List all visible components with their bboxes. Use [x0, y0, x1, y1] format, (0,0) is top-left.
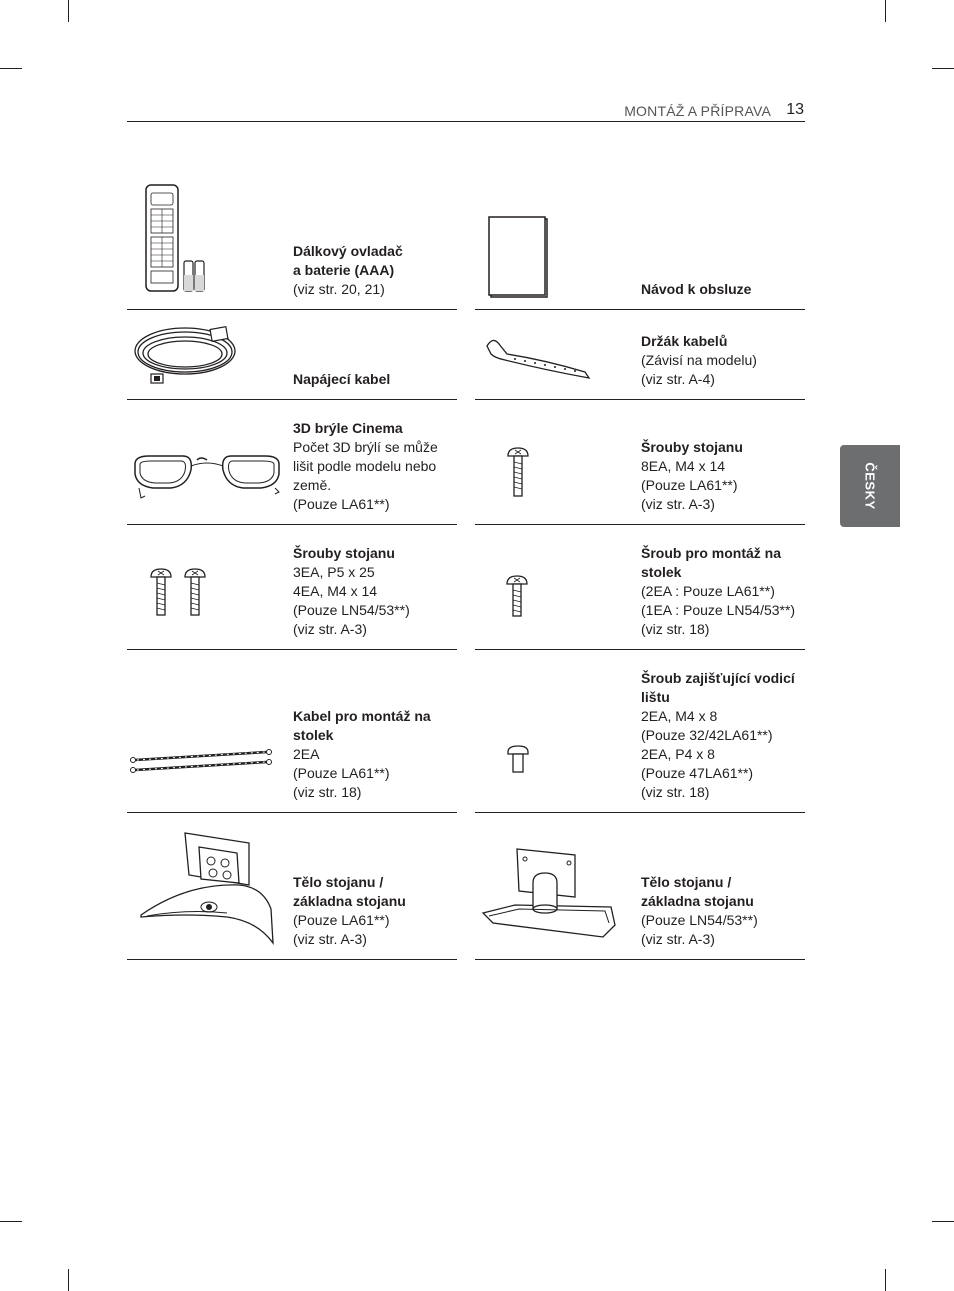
accessory-detail: (Pouze LN54/53**): [641, 912, 758, 928]
crop-mark: [885, 0, 886, 22]
short-bolt-icon: [475, 650, 635, 812]
accessory-detail: (Pouze LA61**): [293, 765, 390, 781]
manual-booklet-icon: [475, 175, 635, 309]
accessory-name: 3D brýle Cinema: [293, 420, 403, 436]
accessory-item: [127, 400, 457, 525]
accessory-detail: (viz str. A-3): [293, 931, 367, 947]
accessory-detail: země.: [293, 477, 332, 493]
accessory-description: [641, 669, 801, 802]
desk-mount-cables-icon: [127, 650, 287, 812]
crop-mark: [68, 1269, 69, 1291]
accessory-detail: 2EA, M4 x 8: [641, 708, 718, 724]
accessory-description: [641, 332, 801, 389]
crop-mark: [0, 68, 22, 69]
accessory-item: [475, 650, 805, 813]
accessory-name: Šroub zajišťující vodicí: [641, 670, 795, 686]
crop-mark: [885, 1269, 886, 1291]
accessory-detail: 2EA: [293, 746, 320, 762]
accessory-name: Napájecí kabel: [293, 371, 391, 387]
3d-glasses-icon: [127, 400, 287, 524]
accessory-item: [475, 813, 805, 960]
page-number: 13: [786, 101, 804, 118]
accessory-description: [293, 873, 453, 949]
crop-mark: [932, 1221, 954, 1222]
accessory-name: lištu: [641, 689, 670, 705]
accessory-detail: 2EA, P4 x 8: [641, 746, 715, 762]
crop-mark: [68, 0, 69, 22]
accessory-item: [127, 650, 457, 813]
accessory-detail: (1EA : Pouze LN54/53**): [641, 602, 796, 618]
accessory-description: [641, 544, 801, 639]
accessory-detail: (viz str. 20, 21): [293, 281, 385, 297]
accessory-detail: (2EA : Pouze LA61**): [641, 583, 775, 599]
accessory-description: [293, 544, 453, 639]
accessory-name: stolek: [293, 727, 334, 743]
accessory-item: [127, 310, 457, 400]
section-title: MONTÁŽ A PŘÍPRAVA: [624, 103, 771, 119]
accessory-detail: (Pouze 47LA61**): [641, 765, 754, 781]
accessory-name: stolek: [641, 564, 682, 580]
accessory-name: Dálkový ovladač: [293, 243, 403, 259]
language-tab: [840, 445, 900, 527]
language-tab-label: ČESKY: [862, 462, 878, 510]
stand-curved-icon: [127, 813, 287, 959]
accessory-description: [293, 370, 453, 389]
accessory-name: Kabel pro montáž na: [293, 708, 431, 724]
accessory-description: [293, 419, 453, 514]
accessory-item: [475, 400, 805, 525]
accessory-detail: (Pouze LA61**): [293, 496, 390, 512]
accessory-detail: (viz str. A-3): [293, 621, 367, 637]
two-screws-icon: [127, 525, 287, 649]
accessory-detail: 4EA, M4 x 14: [293, 583, 378, 599]
crop-mark: [0, 1221, 22, 1222]
accessory-detail: Počet 3D brýlí se může: [293, 439, 438, 455]
accessory-detail: (viz str. A-3): [641, 496, 715, 512]
accessory-detail: (Závisí na modelu): [641, 352, 757, 368]
accessory-name: Držák kabelů: [641, 333, 728, 349]
header-divider: [127, 121, 805, 122]
accessory-detail: lišit podle modelu nebo: [293, 458, 437, 474]
accessory-detail: (viz str. 18): [293, 784, 362, 800]
accessory-detail: (Pouze LN54/53**): [293, 602, 410, 618]
screw-small-icon: [475, 525, 635, 649]
accessory-detail: (Pouze LA61**): [641, 477, 738, 493]
accessory-item: [475, 525, 805, 650]
stand-flat-icon: [475, 813, 635, 959]
accessory-name: Šrouby stojanu: [641, 439, 743, 455]
screw-icon: [475, 400, 635, 524]
accessory-item: [475, 175, 805, 310]
accessory-detail: 3EA, P5 x 25: [293, 564, 375, 580]
accessory-name: základna stojanu: [293, 893, 406, 909]
cable-holder-icon: [475, 310, 635, 399]
accessory-item: [475, 310, 805, 400]
crop-mark: [932, 68, 954, 69]
accessory-description: [641, 280, 801, 299]
accessory-detail: (viz str. 18): [641, 784, 710, 800]
accessory-name: základna stojanu: [641, 893, 754, 909]
accessory-item: [127, 813, 457, 960]
accessory-name: Tělo stojanu /: [293, 874, 384, 890]
accessory-description: [641, 873, 801, 949]
accessory-detail: (Pouze 32/42LA61**): [641, 727, 773, 743]
accessory-name: Šroub pro montáž na: [641, 545, 781, 561]
power-cord-icon: [127, 310, 287, 399]
accessory-name: Šrouby stojanu: [293, 545, 395, 561]
accessory-name: Tělo stojanu /: [641, 874, 732, 890]
accessory-name: Návod k obsluze: [641, 281, 752, 297]
accessory-detail: (viz str. A-3): [641, 931, 715, 947]
accessory-detail: 8EA, M4 x 14: [641, 458, 726, 474]
accessory-description: [293, 707, 453, 802]
accessory-item: [127, 525, 457, 650]
accessory-item: [127, 175, 457, 310]
remote-and-batteries-icon: [127, 175, 287, 309]
accessory-detail: (Pouze LA61**): [293, 912, 390, 928]
accessory-description: [293, 242, 453, 299]
accessory-detail: (viz str. A-4): [641, 371, 715, 387]
accessory-description: [641, 438, 801, 514]
accessory-name: a baterie (AAA): [293, 262, 395, 278]
accessory-detail: (viz str. 18): [641, 621, 710, 637]
